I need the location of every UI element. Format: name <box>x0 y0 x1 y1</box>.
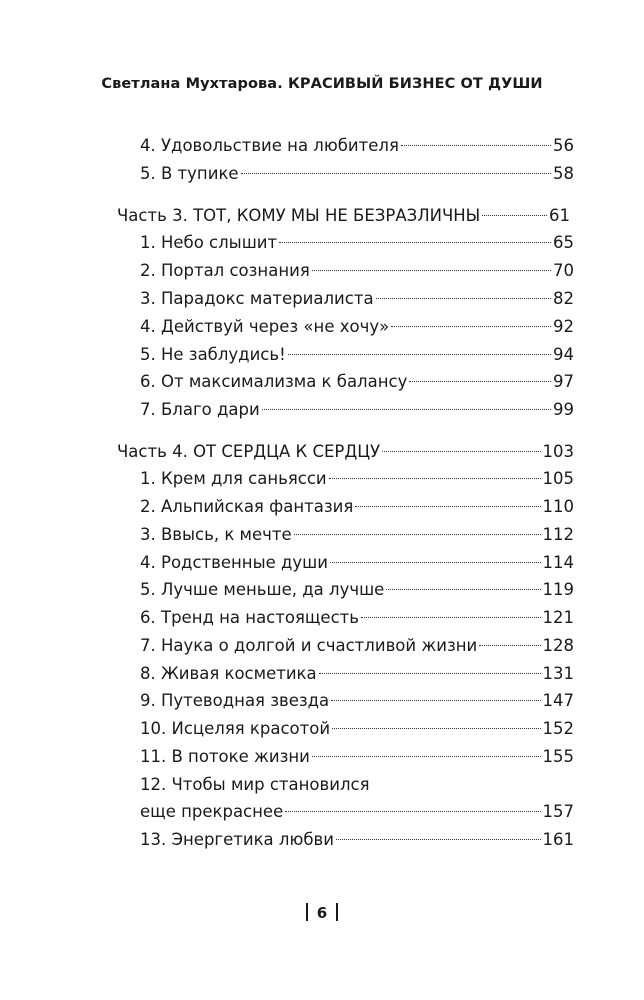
dot-leader <box>391 326 551 327</box>
separator-bar-right <box>336 903 338 921</box>
dot-leader <box>319 673 541 674</box>
toc-entry-title: 11. В потоке жизни <box>140 747 310 766</box>
toc-entry <box>140 259 574 283</box>
toc-entry-title: 5. Не заблудись! <box>140 345 286 364</box>
toc-entry-title: 10. Исцеляя красотой <box>140 719 331 738</box>
toc-entry-page: 99 <box>553 400 574 419</box>
toc-entry-title: 1. Крем для саньясси <box>140 469 327 488</box>
toc-entry-title: 4. Родственные души <box>140 553 328 572</box>
toc-entry <box>117 204 570 228</box>
toc-entry <box>140 231 574 255</box>
toc-entry <box>140 689 574 713</box>
toc-entry-title: 7. Благо дари <box>140 400 260 419</box>
toc-entry <box>140 343 574 367</box>
dot-leader <box>361 617 541 618</box>
dot-leader <box>329 478 541 479</box>
toc-entry-page: 105 <box>542 469 574 488</box>
toc-entry-title: 4. Удовольствие на любителя <box>140 136 399 155</box>
toc-entry-title: 13. Энергетика любви <box>140 830 334 849</box>
toc-entry-title: 9. Путеводная звезда <box>140 691 330 710</box>
toc-entry <box>140 287 574 311</box>
toc-entry-page: 82 <box>553 289 574 308</box>
toc-entry <box>140 398 574 422</box>
dot-leader <box>262 409 551 410</box>
dot-leader <box>382 451 540 452</box>
toc-entry-title: 8. Живая косметика <box>140 664 317 683</box>
toc-entry <box>140 162 574 186</box>
dot-leader <box>330 562 541 563</box>
toc-entry-page: 152 <box>542 719 574 738</box>
toc-entry <box>140 495 574 519</box>
toc-entry-page: 92 <box>553 317 574 336</box>
toc-entry-title: 3. Парадокс материалиста <box>140 289 374 308</box>
dot-leader <box>279 242 551 243</box>
toc-entry-title: Часть 4. ОТ СЕРДЦА К СЕРДЦУ <box>117 442 381 461</box>
toc-entry-page: 112 <box>542 525 574 544</box>
dot-leader <box>285 811 540 812</box>
toc-entry-page: 131 <box>542 664 574 683</box>
toc-entry-page: 56 <box>553 136 574 155</box>
toc-entry <box>140 467 574 491</box>
toc-entry <box>140 134 574 158</box>
toc-entry-page: 157 <box>542 802 574 821</box>
toc-entry-title: 4. Действуй через «не хочу» <box>140 317 390 336</box>
toc-entry-title: Часть 3. ТОТ, КОМУ МЫ НЕ БЕЗРАЗЛИЧНЫ <box>117 206 481 225</box>
toc-entry <box>117 440 574 464</box>
dot-leader <box>355 506 540 507</box>
toc-entry <box>140 551 574 575</box>
toc-entry <box>140 606 574 630</box>
toc-entry-page: 147 <box>542 691 574 710</box>
toc-entry-title: 2. Портал сознания <box>140 261 310 280</box>
toc-entry-page: 65 <box>553 233 574 252</box>
toc-entry-page: 155 <box>542 747 574 766</box>
toc-entry-page: 119 <box>542 580 574 599</box>
toc-entry-title: 5. В тупике <box>140 164 239 183</box>
toc-entry <box>140 828 574 852</box>
toc-entry <box>140 662 574 686</box>
toc-entry-title: 6. Тренд на настоящесть <box>140 608 359 627</box>
toc-entry-page: 110 <box>542 497 574 516</box>
dot-leader <box>376 298 551 299</box>
toc-entry-title: 5. Лучше меньше, да лучше <box>140 580 385 599</box>
toc-entry-page: 70 <box>553 261 574 280</box>
page-number-footer <box>0 903 644 922</box>
toc-entry <box>140 717 574 741</box>
dot-leader <box>241 173 551 174</box>
running-header: Светлана Мухтарова. КРАСИВЫЙ БИЗНЕС ОТ ДУШИ <box>101 76 543 92</box>
toc-entry-title: 2. Альпийская фантазия <box>140 497 354 516</box>
dot-leader <box>312 270 551 271</box>
toc-entry-title: 3. Ввысь, к мечте <box>140 525 292 544</box>
toc-entry-page: 103 <box>542 442 574 461</box>
page-number: 6 <box>316 904 328 922</box>
dot-leader <box>401 145 551 146</box>
dot-leader <box>482 215 547 216</box>
dot-leader <box>331 700 540 701</box>
toc-entry-title: 6. От максимализма к балансу <box>140 372 408 391</box>
separator-bar-left <box>306 903 308 921</box>
toc-entry <box>140 523 574 547</box>
toc-entry-page: 58 <box>553 164 574 183</box>
toc-entry-page: 61 <box>549 206 570 225</box>
toc-entry-title: 12. Чтобы мир становился <box>140 775 370 794</box>
toc-entry <box>140 578 574 602</box>
toc-entry-page: 161 <box>542 830 574 849</box>
dot-leader <box>386 589 540 590</box>
toc-entry-page: 121 <box>542 608 574 627</box>
toc-entry-page: 128 <box>542 636 574 655</box>
dot-leader <box>294 534 541 535</box>
toc-entry-title: 7. Наука о долгой и счастливой жизни <box>140 636 478 655</box>
dot-leader <box>332 728 540 729</box>
toc-entry <box>140 370 574 394</box>
toc-entry <box>140 634 574 658</box>
toc-entry-page: 97 <box>553 372 574 391</box>
dot-leader <box>312 756 541 757</box>
dot-leader <box>288 354 551 355</box>
toc-entry <box>140 315 574 339</box>
dot-leader <box>409 381 551 382</box>
toc-entry <box>140 773 574 797</box>
toc-entry-title: еще прекраснее <box>140 802 284 821</box>
dot-leader <box>479 645 540 646</box>
toc-entry-title: 1. Небо слышит <box>140 233 278 252</box>
dot-leader <box>336 839 541 840</box>
toc-entry-page: 114 <box>542 553 574 572</box>
toc-entry-page: 94 <box>553 345 574 364</box>
toc-entry <box>140 800 574 824</box>
toc-entry <box>140 745 574 769</box>
